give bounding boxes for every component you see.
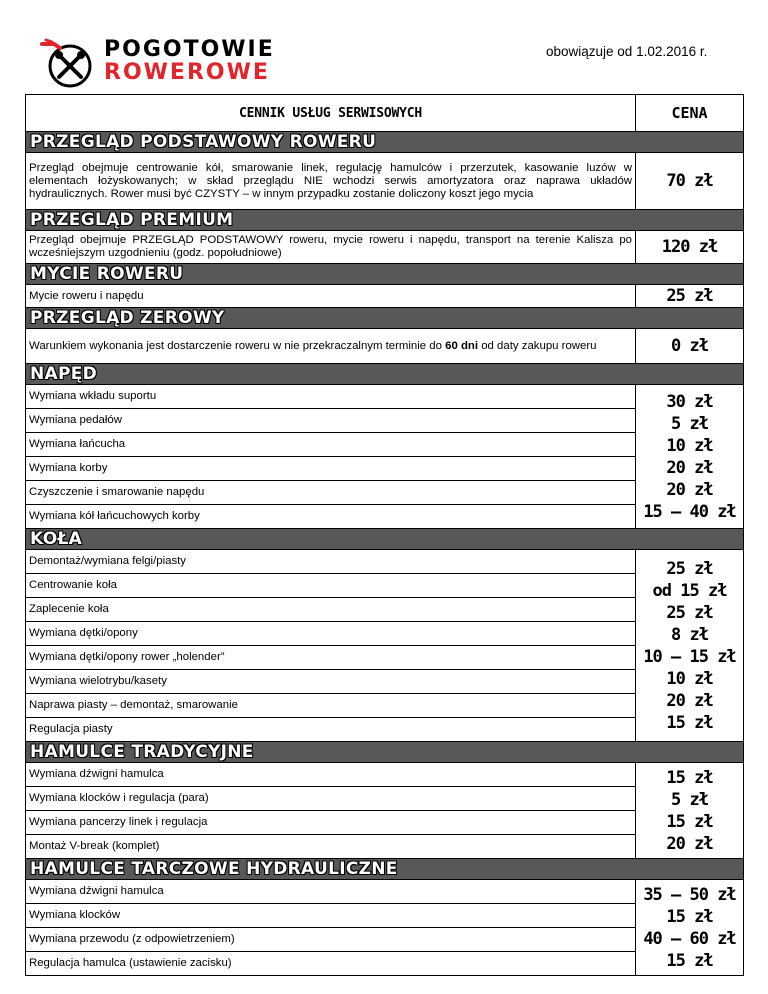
table-row — [26, 880, 744, 904]
desc-text: Warunkiem wykonania jest dostarczenie roweru w nie przekraczalnym terminie do — [29, 339, 446, 352]
item-description: Przegląd obejmuje PRZEGLĄD PODSTAWOWY roweru, mycie roweru i napędu, transport na terenie Kalisza po wcześniejszym uzgodnieniu (godz. popołudniowe) — [26, 231, 636, 264]
item-price: 10 zł — [666, 668, 713, 689]
table-row — [26, 385, 744, 409]
section-header — [26, 308, 744, 329]
item-label: Wymiana dętki/opony rower „holender” — [26, 646, 636, 670]
item-price: 40 – 60 zł — [643, 928, 736, 949]
valid-from-date: obowiązuje od 1.02.2016 r. — [546, 44, 708, 59]
item-price: 15 – 40 zł — [643, 501, 736, 522]
section-title-wash: MYCIE ROWERU — [26, 264, 744, 285]
bicycle-tools-icon — [40, 38, 102, 90]
item-label: Wymiana dźwigni hamulca — [26, 880, 636, 904]
table-row — [26, 153, 744, 210]
item-price: 25 zł — [666, 602, 713, 623]
item-price: 8 zł — [671, 624, 708, 645]
item-label: Wymiana korby — [26, 457, 636, 481]
item-label: Wymiana wielotrybu/kasety — [26, 670, 636, 694]
item-price: 25 zł — [666, 558, 713, 579]
item-label: Wymiana pancerzy linek i regulacja — [26, 811, 636, 835]
section-title-disc-brakes: HAMULCE TARCZOWE HYDRAULICZNE — [26, 859, 744, 880]
item-price: 70 zł — [636, 153, 744, 210]
item-description: Mycie roweru i napędu — [26, 285, 636, 308]
price-column-header: CENA — [636, 95, 744, 132]
item-price: 35 – 50 zł — [643, 884, 736, 905]
table-row — [26, 231, 744, 264]
section-title-zero: PRZEGLĄD ZEROWY — [26, 308, 744, 329]
logo-line-2: ROWEROWE — [104, 60, 270, 85]
item-label: Regulacja hamulca (ustawienie zacisku) — [26, 952, 636, 976]
item-label: Czyszczenie i smarowanie napędu — [26, 481, 636, 505]
table-row — [26, 763, 744, 787]
item-price: 0 zł — [636, 329, 744, 364]
item-price: 20 zł — [666, 833, 713, 854]
price-cell — [636, 763, 744, 859]
item-price: od 15 zł — [652, 580, 727, 601]
section-header — [26, 364, 744, 385]
section-title-wheels: KOŁA — [26, 529, 744, 550]
section-header — [26, 264, 744, 285]
item-price: 15 zł — [666, 767, 713, 788]
item-price: 5 zł — [671, 413, 708, 434]
price-cell — [636, 550, 744, 742]
section-title-rim-brakes: HAMULCE TRADYCYJNE — [26, 742, 744, 763]
item-label: Zaplecenie koła — [26, 598, 636, 622]
logo — [40, 37, 275, 90]
section-header — [26, 132, 744, 153]
item-description — [26, 329, 636, 364]
item-label: Demontaż/wymiana felgi/piasty — [26, 550, 636, 574]
price-list-table — [25, 94, 744, 976]
item-price: 20 zł — [666, 690, 713, 711]
table-row — [26, 329, 744, 364]
item-label: Wymiana dźwigni hamulca — [26, 763, 636, 787]
item-price: 15 zł — [666, 906, 713, 927]
section-header — [26, 859, 744, 880]
item-price: 15 zł — [666, 950, 713, 971]
desc-bold: 60 dni — [445, 339, 479, 352]
item-label: Wymiana dętki/opony — [26, 622, 636, 646]
section-title-drive: NAPĘD — [26, 364, 744, 385]
table-row — [26, 285, 744, 308]
price-cell — [636, 385, 744, 529]
item-label: Montaż V-break (komplet) — [26, 835, 636, 859]
item-label: Regulacja piasty — [26, 718, 636, 742]
item-price: 15 zł — [666, 712, 713, 733]
section-title-basic: PRZEGLĄD PODSTAWOWY ROWERU — [26, 132, 744, 153]
item-price: 10 zł — [666, 435, 713, 456]
logo-line-1: POGOTOWIE — [104, 37, 275, 62]
section-header — [26, 529, 744, 550]
item-price: 5 zł — [671, 789, 708, 810]
price-cell — [636, 880, 744, 976]
section-title-premium: PRZEGLĄD PREMIUM — [26, 210, 744, 231]
section-header — [26, 210, 744, 231]
item-label: Wymiana łańcucha — [26, 433, 636, 457]
item-price: 25 zł — [636, 285, 744, 308]
item-price: 20 zł — [666, 479, 713, 500]
item-description: Przegląd obejmuje centrowanie kół, smarowanie linek, regulację hamulców i przerzutek, kasowanie luzów w elementach łożyskowanych; w skład przeglądu NIE wchodzi serwis amortyzatora oraz naprawa układów hydraulicznych. Rower musi być CZYSTY – w innym przypadku zostanie doliczony koszt jego mycia — [26, 153, 636, 210]
section-header — [26, 742, 744, 763]
item-label: Wymiana wkładu suportu — [26, 385, 636, 409]
table-row — [26, 550, 744, 574]
item-label: Naprawa piasty – demontaż, smarowanie — [26, 694, 636, 718]
item-label: Wymiana klocków — [26, 904, 636, 928]
item-price: 15 zł — [666, 811, 713, 832]
item-price: 10 – 15 zł — [643, 646, 736, 667]
table-header-row — [26, 95, 744, 132]
item-label: Centrowanie koła — [26, 574, 636, 598]
item-price: 120 zł — [636, 231, 744, 264]
item-label: Wymiana kół łańcuchowych korby — [26, 505, 636, 529]
item-label: Wymiana klocków i regulacja (para) — [26, 787, 636, 811]
item-label: Wymiana przewodu (z odpowietrzeniem) — [26, 928, 636, 952]
desc-text: od daty zakupu roweru — [478, 339, 597, 352]
service-column-header: CENNIK USŁUG SERWISOWYCH — [26, 95, 636, 132]
item-label: Wymiana pedałów — [26, 409, 636, 433]
item-price: 30 zł — [666, 391, 713, 412]
item-price: 20 zł — [666, 457, 713, 478]
